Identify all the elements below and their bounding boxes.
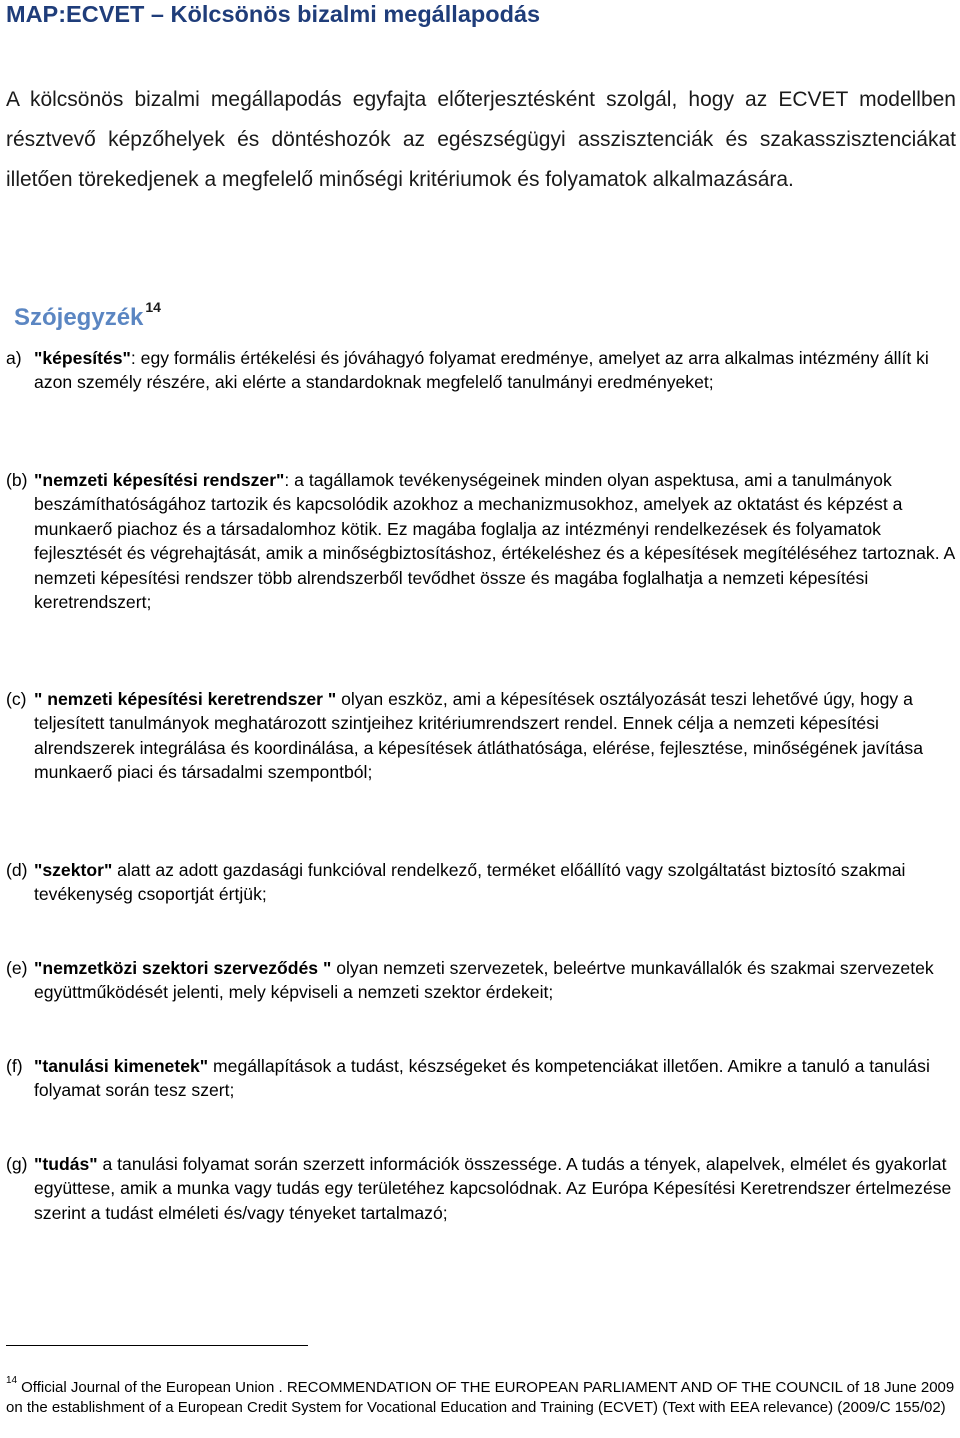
footnote-number: 14	[6, 1375, 18, 1386]
entry-term: "tudás"	[34, 1154, 98, 1174]
entry-definition: : egy formális értékelési és jóváhagyó folyamat eredménye, amelyet az arra alkalmas intézmény állít ki azon személy részére, aki elérte a standardoknak megfelelő tanulmányi eredményeket;	[34, 348, 929, 393]
entry-marker: (b)	[6, 470, 28, 490]
entry-term: "nemzeti képesítési rendszer"	[34, 470, 285, 490]
glossary-entry-d	[6, 858, 956, 907]
page-title: MAP:ECVET – Kölcsönös bizalmi megállapodás	[6, 1, 541, 27]
entry-marker: (g)	[6, 1154, 28, 1174]
entry-definition: olyan nemzeti szervezetek, beleértve munkavállalók és szakmai szervezetek együttműködését jelenti, mely képviseli a nemzeti szektor érdekeit;	[34, 958, 934, 1003]
footnote	[6, 1374, 956, 1417]
footnote-text: Official Journal of the European Union . RECOMMENDATION OF THE EUROPEAN PARLIAMENT AND OF THE COUNCIL of 18 June 2009 on the establishment of a European Credit System for Vocational Education and Training (ECVET) (Text with EEA relevance) (2009/C 155/02)	[6, 1379, 955, 1416]
entry-term: "képesítés"	[34, 348, 131, 368]
entry-marker: a)	[6, 348, 22, 368]
entry-definition: olyan eszköz, ami a képesítések osztályozását teszi lehetővé úgy, hogy a teljesített tanulmányok meghatározott szintjeihez kritériumrendszert rendel. Ennek célja a nemzeti képesítési alrendszerek integrálása és koordinálása, a képesítések átláthatósága, elérése, fejlesztése, minőségének javítása munkaerő piaci és társadalmi szempontból;	[34, 689, 924, 783]
footnote-separator	[6, 1345, 308, 1346]
entry-body	[34, 346, 956, 395]
entry-definition: megállapítások a tudást, készségeket és kompetenciákat illetően. Amikre a tanuló a tanulási folyamat során tesz szert;	[34, 1056, 930, 1101]
entry-term: "nemzetközi szektori szerveződés "	[34, 958, 332, 978]
entry-definition: alatt az adott gazdasági funkcióval rendelkező, terméket előállító vagy szolgáltatást biztosító szakmai tevékenység csoportját értjük;	[34, 860, 906, 905]
entry-definition: : a tagállamok tevékenységeinek minden olyan aspektusa, ami a tanulmányok beszámíthatóságához tartozik és kapcsolódik azokhoz a mechanizmusokhoz, amelyek az oktatást és képzést a munkaerő piachoz és a társadalomhoz kötik. Ez magába foglalja az intézményi rendelkezések és folyamatok fejlesztését és végrehajtását, amik a minőségbiztosításhoz, értékeléshez és a képesítések megítéléséhez tartoznak. A nemzeti képesítési rendszer több alrendszerből tevődhet össze és magába foglalhatja a nemzeti képesítési keretrendszert;	[34, 470, 955, 613]
entry-body	[34, 956, 956, 1005]
entry-marker: (c)	[6, 689, 27, 709]
intro-paragraph: A kölcsönös bizalmi megállapodás egyfajta előterjesztésként szolgál, hogy az ECVET modellben résztvevő képzőhelyek és döntéshozók az egészségügyi asszisztenciák és szakasszisztenciákat illetően törekedjenek a megfelelő minőségi kritériumok és folyamatok alkalmazására.	[6, 88, 956, 191]
entry-term: "tanulási kimenetek"	[34, 1056, 209, 1076]
entry-marker: (f)	[6, 1056, 23, 1076]
glossary-entry-g	[6, 1152, 956, 1225]
entry-body	[34, 858, 956, 907]
glossary-heading-text: Szójegyzék	[14, 304, 144, 331]
entry-marker: (d)	[6, 860, 28, 880]
glossary-entry-f	[6, 1054, 956, 1103]
glossary-entry-a	[6, 346, 956, 395]
entry-body	[34, 687, 956, 785]
entry-marker: (e)	[6, 958, 28, 978]
entry-term: "szektor"	[34, 860, 113, 880]
glossary-entry-b	[6, 468, 956, 614]
entry-definition: a tanulási folyamat során szerzett információk összessége. A tudás a tények, alapelvek, elmélet és gyakorlat együttese, amik a munka vagy tudás egy területéhez kapcsolódnak. Az Európa Képesítési Keretrendszer értelmezése szerint a tudást elméleti és/vagy tényeket tartalmazó;	[34, 1154, 952, 1223]
glossary-heading	[14, 296, 161, 333]
entry-body	[34, 1054, 956, 1103]
entry-term: " nemzeti képesítési keretrendszer "	[34, 689, 337, 709]
entry-body	[34, 468, 956, 614]
entry-body	[34, 1152, 956, 1225]
glossary-entry-c	[6, 687, 956, 785]
footnote-reference[interactable]: 14	[145, 299, 161, 315]
glossary-entry-e	[6, 956, 956, 1005]
